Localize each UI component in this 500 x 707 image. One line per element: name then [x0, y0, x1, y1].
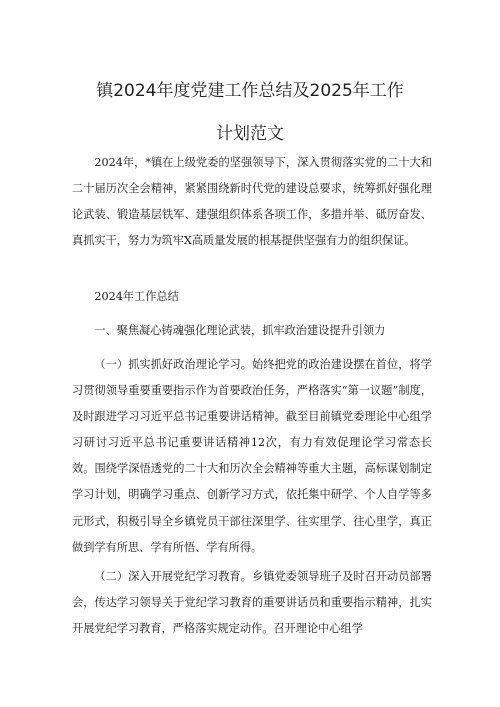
subsection-heading-1: 一、聚焦凝心铸魂强化理论武装，抓牢政治建设提升引领力 [94, 324, 386, 337]
item-paragraph-2: （二）深入开展党纪学习教育。乡镇党委领导班子及时召开动员部署会，传达学习领导关于党纪学习教育的重要讲话员和重要指示精神，扎实开展党纪学习教育，严格落实规定动作。召开理论中心组学 [72, 570, 432, 636]
intro-paragraph: 2024年，*镇在上级党委的坚强领导下，深入贯彻落实党的二十大和二十届历次全会精神，紧紧围绕新时代党的建设总要求，统筹抓好强化理论武装、锻造基层铁军、建强组织体系各项工作，多措并举、砥厉奋发、真抓实干，努力为筑牢X高质量发展的根基提供坚强有力的组织保证。 [72, 156, 432, 248]
document-title-line-2: 计划范文 [216, 124, 284, 144]
section-heading: 2024年工作总结 [94, 290, 179, 303]
document-title-line-1: 镇2024年度党建工作总结及2025年工作 [96, 81, 404, 101]
item-paragraph-1: （一）抓实抓好政治理论学习。始终把党的政治建设摆在首位，将学习贯彻领导重要重要指示作为首要政治任务，严格落实“第一议题”制度，及时跟进学习习近平总书记重要讲话精神。截至目前镇党委理论中心组学习研讨习近平总书记重要讲话精神12次，有力有效促理论学习常态长效。围绕学深悟透党的二十大和历次全会精神等重大主题，高标谋划制定学习计划，明确学习重点、创新学习方式，依托集中研学、个人自学等多元形式，积极引导全乡镇党员干部往深里学、往实里学、往心里学，真正做到学有所思、学有所悟、学有所得。 [72, 358, 432, 554]
